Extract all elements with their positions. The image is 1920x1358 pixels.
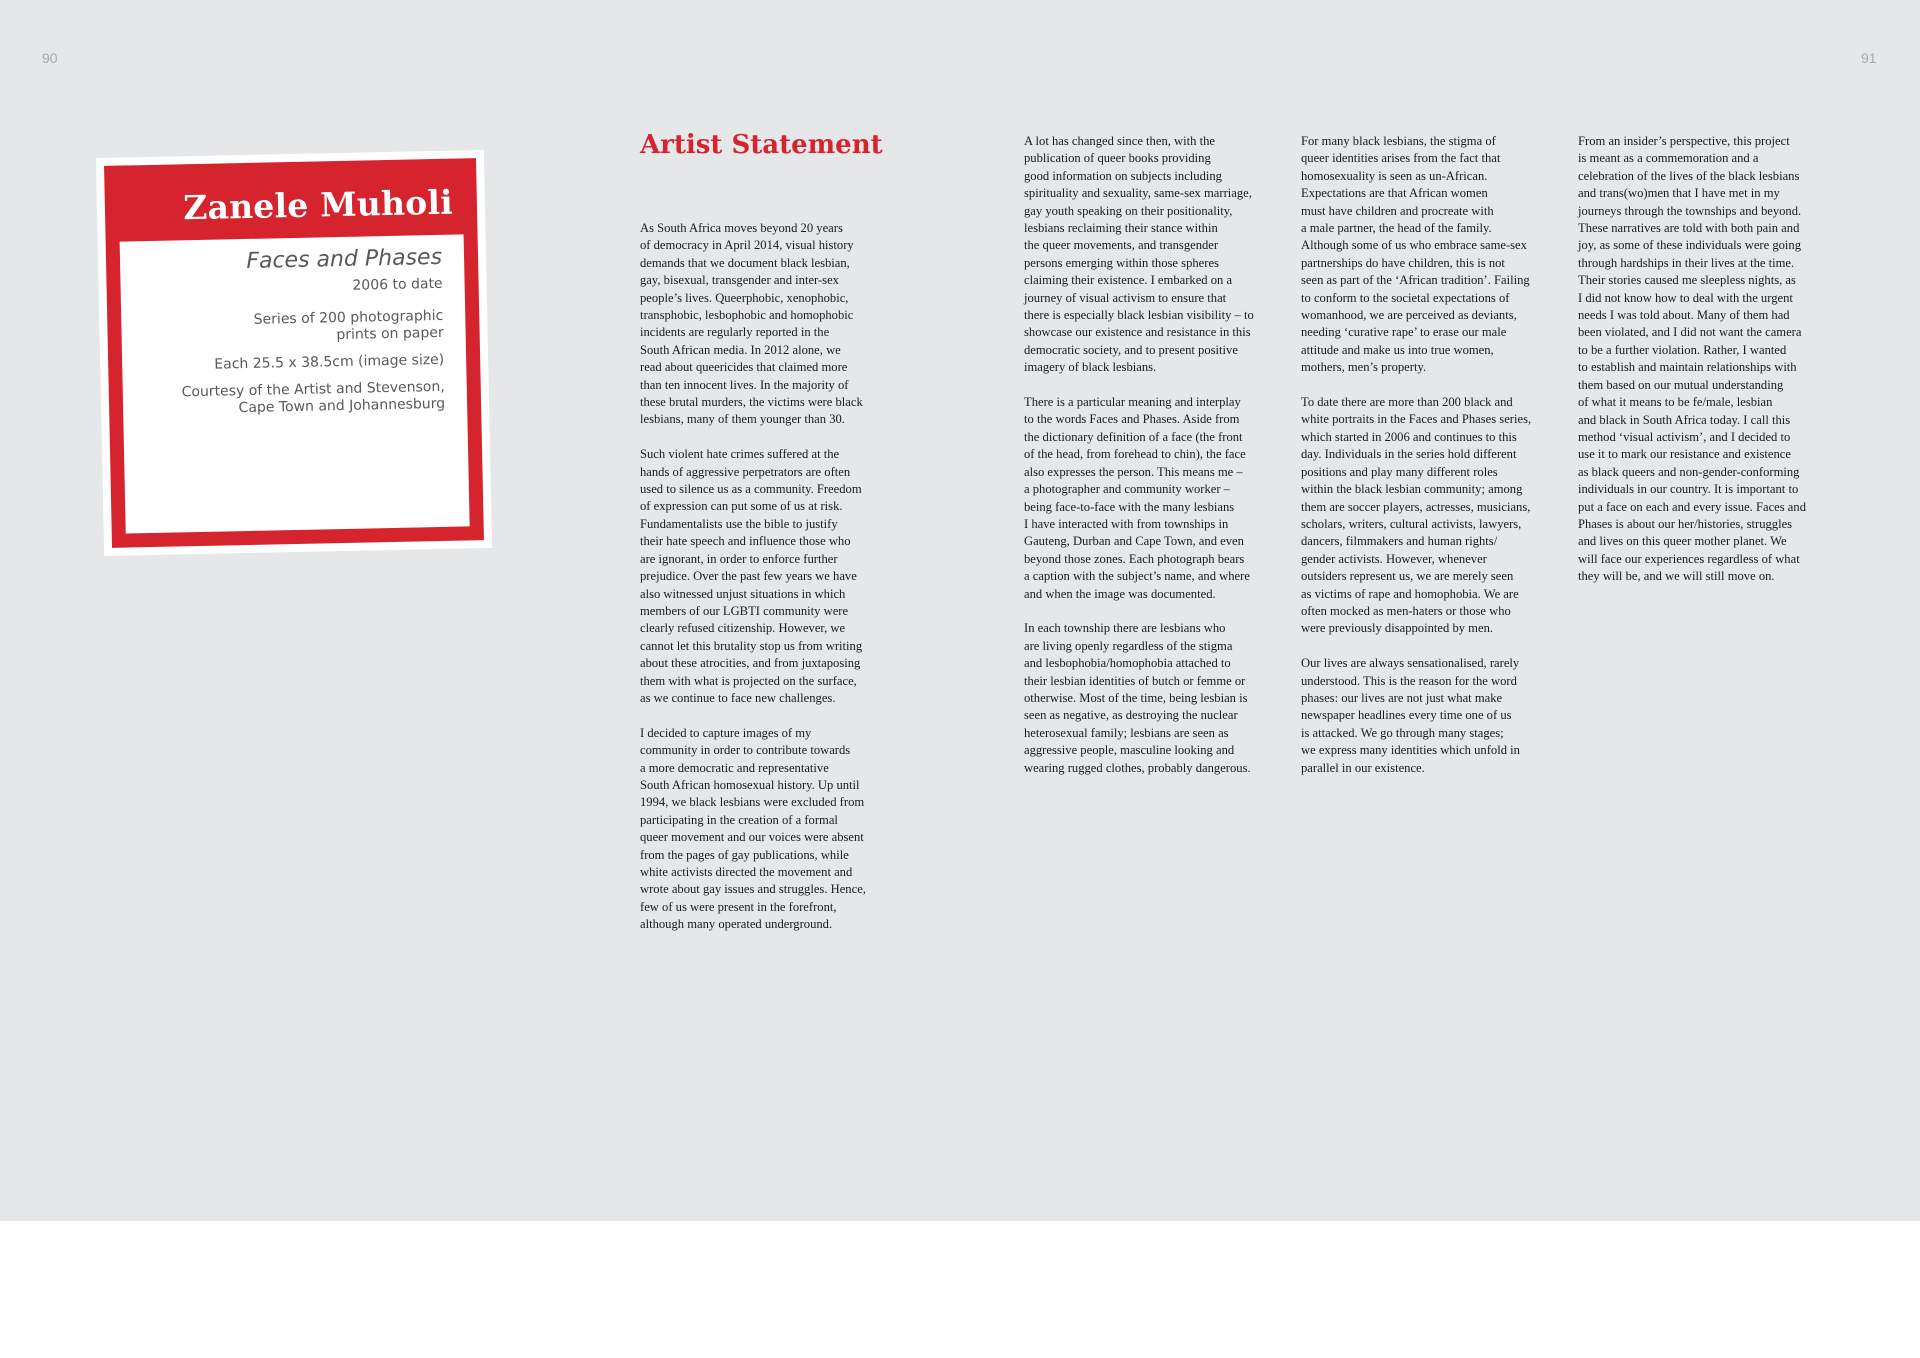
paragraph — [1024, 394, 1286, 603]
text-line: they will be, and we will still move on. — [1578, 569, 1775, 584]
text-line: a photographer and community worker – — [1024, 482, 1230, 497]
text-line: transphobic, lesbophobic and homophobic — [640, 308, 854, 323]
text-line: use it to mark our resistance and existence — [1578, 447, 1791, 462]
text-line: being face-to-face with the many lesbians — [1024, 499, 1235, 514]
text-line: seen as negative, as destroying the nuclear — [1024, 708, 1238, 723]
text-line: read about queericides that claimed more — [640, 360, 848, 375]
text-line: outsiders represent us, we are merely seen — [1301, 569, 1514, 584]
text-line: also expresses the person. This means me – — [1024, 464, 1243, 479]
text-line: beyond those zones. Each photograph bears — [1024, 551, 1245, 566]
text-line: phases: our lives are not just what make — [1301, 690, 1503, 705]
text-line: claiming their existence. I embarked on a — [1024, 273, 1233, 288]
text-line: celebration of the lives of the black lesbians — [1578, 168, 1800, 183]
text-line: For many black lesbians, the stigma of — [1301, 134, 1496, 148]
text-line: of what it means to be fe/male, lesbian — [1578, 395, 1773, 410]
artwork-size: Each 25.5 x 38.5cm (image size) — [214, 351, 445, 373]
text-line: gay youth speaking on their positionality, — [1024, 203, 1233, 218]
text-line: white activists directed the movement and — [640, 865, 853, 879]
text-line: scholars, writers, cultural activists, lawyers, — [1301, 516, 1522, 531]
text-line: South African media. In 2012 alone, we — [640, 342, 841, 357]
text-line: of the head, from forehead to chin), the face — [1024, 447, 1246, 462]
text-line: we express many identities which unfold in — [1301, 743, 1520, 758]
text-line: although many operated underground. — [640, 917, 833, 932]
text-line: method ‘visual activism’, and I decided to — [1578, 429, 1791, 444]
paragraph — [640, 220, 902, 429]
text-line: mothers, men’s property. — [1301, 360, 1427, 375]
text-line: cannot let this brutality stop us from writing — [640, 638, 863, 653]
text-line: must have children and procreate with — [1301, 203, 1494, 218]
text-line: gay, bisexual, transgender and inter-sex — [640, 273, 839, 288]
paragraph — [640, 446, 902, 707]
text-line: partnerships do have children, this is not — [1301, 255, 1505, 270]
text-line: through hardships in their lives at the time. — [1578, 255, 1795, 270]
text-line: Gauteng, Durban and Cape Town, and even — [1024, 534, 1244, 549]
text-line: is meant as a commemoration and a — [1578, 151, 1759, 166]
text-line: positions and play many different roles — [1301, 464, 1498, 479]
text-line: To date there are more than 200 black and — [1301, 395, 1513, 410]
text-line: aggressive people, masculine looking and — [1024, 743, 1235, 758]
card-details — [120, 234, 470, 533]
text-line: put a face on each and every issue. Faces and — [1578, 499, 1806, 514]
text-line: incidents are regularly reported in the — [640, 325, 830, 340]
text-line: understood. This is the reason for the word — [1301, 673, 1517, 688]
text-line: prejudice. Over the past few years we have — [640, 569, 857, 584]
text-line: to be a further violation. Rather, I wanted — [1578, 342, 1787, 357]
text-line: is attacked. We go through many stages; — [1301, 725, 1504, 740]
text-line: heterosexual family; lesbians are seen as — [1024, 725, 1229, 740]
text-line: otherwise. Most of the time, being lesbian is — [1024, 690, 1248, 705]
text-line: about these atrocities, and from juxtaposing — [640, 656, 861, 671]
text-line: a male partner, the head of the family. — [1301, 221, 1492, 236]
text-line: queer identities arises from the fact that — [1301, 151, 1501, 166]
text-line: imagery of black lesbians. — [1024, 360, 1157, 375]
text-line: A lot has changed since then, with the — [1024, 134, 1215, 148]
text-line: clearly refused citizenship. However, we — [640, 621, 846, 636]
text-line: demands that we document black lesbian, — [640, 255, 850, 270]
text-line: them with what is projected on the surface, — [640, 673, 857, 688]
text-line: joy, as some of these individuals were going — [1578, 238, 1802, 253]
text-line: These narratives are told with both pain and — [1578, 221, 1800, 236]
text-line: seen as part of the ‘African tradition’. Failing — [1301, 273, 1530, 288]
text-line: I did not know how to deal with the urgent — [1578, 290, 1793, 305]
text-line: to the words Faces and Phases. Aside from — [1024, 412, 1240, 427]
text-line: their lesbian identities of butch or femme or — [1024, 673, 1246, 688]
text-line: a caption with the subject’s name, and where — [1024, 569, 1250, 584]
text-line: There is a particular meaning and interplay — [1024, 395, 1241, 410]
text-line: used to silence us as a community. Freedom — [640, 482, 862, 497]
text-line: publication of queer books providing — [1024, 151, 1211, 166]
paragraph — [1578, 133, 1840, 586]
text-line: day. Individuals in the series hold different — [1301, 447, 1517, 462]
text-line: within the black lesbian community; among — [1301, 482, 1523, 497]
text-line: to establish and maintain relationships with — [1578, 360, 1797, 375]
text-line: will face our experiences regardless of what — [1578, 551, 1800, 566]
text-line: Fundamentalists use the bible to justify — [640, 516, 838, 531]
text-line: few of us were present in the forefront, — [640, 899, 837, 914]
text-line: Expectations are that African women — [1301, 186, 1488, 201]
text-line: of democracy in April 2014, visual history — [640, 238, 854, 253]
text-column-4 — [1578, 133, 1840, 603]
text-line: community in order to contribute towards — [640, 743, 851, 758]
text-line: a more democratic and representative — [640, 760, 829, 775]
text-line: gender activists. However, whenever — [1301, 551, 1487, 566]
paragraph — [640, 725, 902, 934]
text-line: them based on our mutual understanding — [1578, 377, 1784, 392]
text-line: are living openly regardless of the stigma — [1024, 638, 1233, 653]
text-line: and when the image was documented. — [1024, 586, 1216, 601]
text-line: participating in the creation of a formal — [640, 812, 838, 827]
text-line: also witnessed unjust situations in which — [640, 586, 846, 601]
text-line: which started in 2006 and continues to this — [1301, 429, 1517, 444]
text-line: newspaper headlines every time one of us — [1301, 708, 1512, 723]
text-line: Such violent hate crimes suffered at the — [640, 447, 840, 462]
artwork-info-card — [96, 150, 492, 556]
text-line: parallel in our existence. — [1301, 760, 1425, 775]
text-line: people’s lives. Queerphobic, xenophobic, — [640, 290, 849, 305]
text-line: lesbians, many of them younger than 30. — [640, 412, 845, 427]
text-line: democratic society, and to present positive — [1024, 342, 1238, 357]
text-line: journey of visual activism to ensure that — [1024, 290, 1227, 305]
text-line: Their stories caused me sleepless nights, as — [1578, 273, 1796, 288]
text-line: these brutal murders, the victims were black — [640, 395, 863, 410]
paragraph — [1301, 394, 1563, 638]
artwork-medium: Series of 200 photographic prints on paper — [253, 307, 444, 344]
text-line: the dictionary definition of a face (the front — [1024, 429, 1243, 444]
text-line: From an insider’s perspective, this project — [1578, 134, 1790, 148]
artist-name: Zanele Muholi — [182, 182, 454, 228]
text-line: showcase our existence and resistance in this — [1024, 325, 1251, 340]
text-line: as victims of rape and homophobia. We are — [1301, 586, 1519, 601]
text-line: In each township there are lesbians who — [1024, 621, 1226, 636]
text-line: spirituality and sexuality, same-sex marriage, — [1024, 186, 1252, 201]
series-date: 2006 to date — [352, 275, 443, 294]
text-line: to conform to the societal expectations of — [1301, 290, 1510, 305]
paragraph — [1024, 133, 1286, 377]
text-column-1 — [640, 220, 902, 951]
text-line: from the pages of gay publications, while — [640, 847, 849, 862]
text-column-2 — [1024, 133, 1286, 794]
page-number-right: 91 — [1861, 50, 1877, 66]
text-line: good information on subjects including — [1024, 168, 1222, 183]
section-heading: Artist Statement — [640, 130, 883, 160]
text-line: womanhood, we are perceived as deviants, — [1301, 308, 1517, 323]
text-line: journeys through the townships and beyond. — [1578, 203, 1802, 218]
text-line: Phases is about our her/histories, struggles — [1578, 516, 1793, 531]
text-line: and trans(wo)men that I have met in my — [1578, 186, 1780, 201]
paragraph — [1301, 133, 1563, 377]
text-line: dancers, filmmakers and human rights/ — [1301, 534, 1498, 549]
text-line: persons emerging within those spheres — [1024, 255, 1219, 270]
text-line: members of our LGBTI community were — [640, 603, 849, 618]
text-line: As South Africa moves beyond 20 years — [640, 221, 843, 235]
text-line: wrote about gay issues and struggles. Hence, — [640, 882, 866, 897]
text-line: and lesbophobia/homophobia attached to — [1024, 656, 1231, 671]
text-line: the queer movements, and transgender — [1024, 238, 1219, 253]
text-line: are ignorant, in order to enforce further — [640, 551, 838, 566]
text-line: hands of aggressive perpetrators are often — [640, 464, 851, 479]
text-line: needing ‘curative rape’ to erase our male — [1301, 325, 1507, 340]
text-column-3 — [1301, 133, 1563, 794]
paragraph — [1301, 655, 1563, 777]
text-line: and black in South Africa today. I call this — [1578, 412, 1791, 427]
text-line: needs I was told about. Many of them had — [1578, 308, 1790, 323]
text-line: Although some of us who embrace same-sex — [1301, 238, 1527, 253]
text-line: were previously disappointed by men. — [1301, 621, 1494, 636]
text-line: individuals in our country. It is important to — [1578, 482, 1799, 497]
paragraph — [1024, 620, 1286, 777]
text-line: lesbians reclaiming their stance within — [1024, 221, 1218, 236]
text-line: white portraits in the Faces and Phases series, — [1301, 412, 1532, 427]
text-line: than ten innocent lives. In the majority of — [640, 377, 849, 392]
card-red-frame — [104, 158, 484, 548]
text-line: them are soccer players, actresses, musicians, — [1301, 499, 1531, 514]
text-line: homosexuality is seen as un-African. — [1301, 168, 1488, 183]
artwork-courtesy: Courtesy of the Artist and Stevenson, Cape Town and Johannesburg — [181, 378, 446, 417]
text-line: South African homosexual history. Up until — [640, 777, 860, 792]
text-line: as black queers and non-gender-conforming — [1578, 464, 1800, 479]
text-line: there is especially black lesbian visibility – to — [1024, 308, 1254, 323]
text-line: their hate speech and influence those who — [640, 534, 851, 549]
text-line: queer movement and our voices were absent — [640, 830, 864, 845]
page-number-left: 90 — [42, 50, 58, 66]
text-line: Our lives are always sensationalised, rarely — [1301, 656, 1520, 671]
text-line: and lives on this queer mother planet. We — [1578, 534, 1787, 549]
text-line: been violated, and I did not want the camera — [1578, 325, 1802, 340]
text-line: attitude and make us into true women, — [1301, 342, 1494, 357]
text-line: I have interacted with from townships in — [1024, 516, 1229, 531]
text-line: wearing rugged clothes, probably dangerous. — [1024, 760, 1251, 775]
text-line: 1994, we black lesbians were excluded from — [640, 795, 865, 810]
text-line: I decided to capture images of my — [640, 725, 812, 740]
series-title: Faces and Phases — [246, 244, 443, 274]
text-line: of expression can put some of us at risk. — [640, 499, 843, 514]
text-line: as we continue to face new challenges. — [640, 690, 836, 705]
text-line: often mocked as men-haters or those who — [1301, 603, 1511, 618]
